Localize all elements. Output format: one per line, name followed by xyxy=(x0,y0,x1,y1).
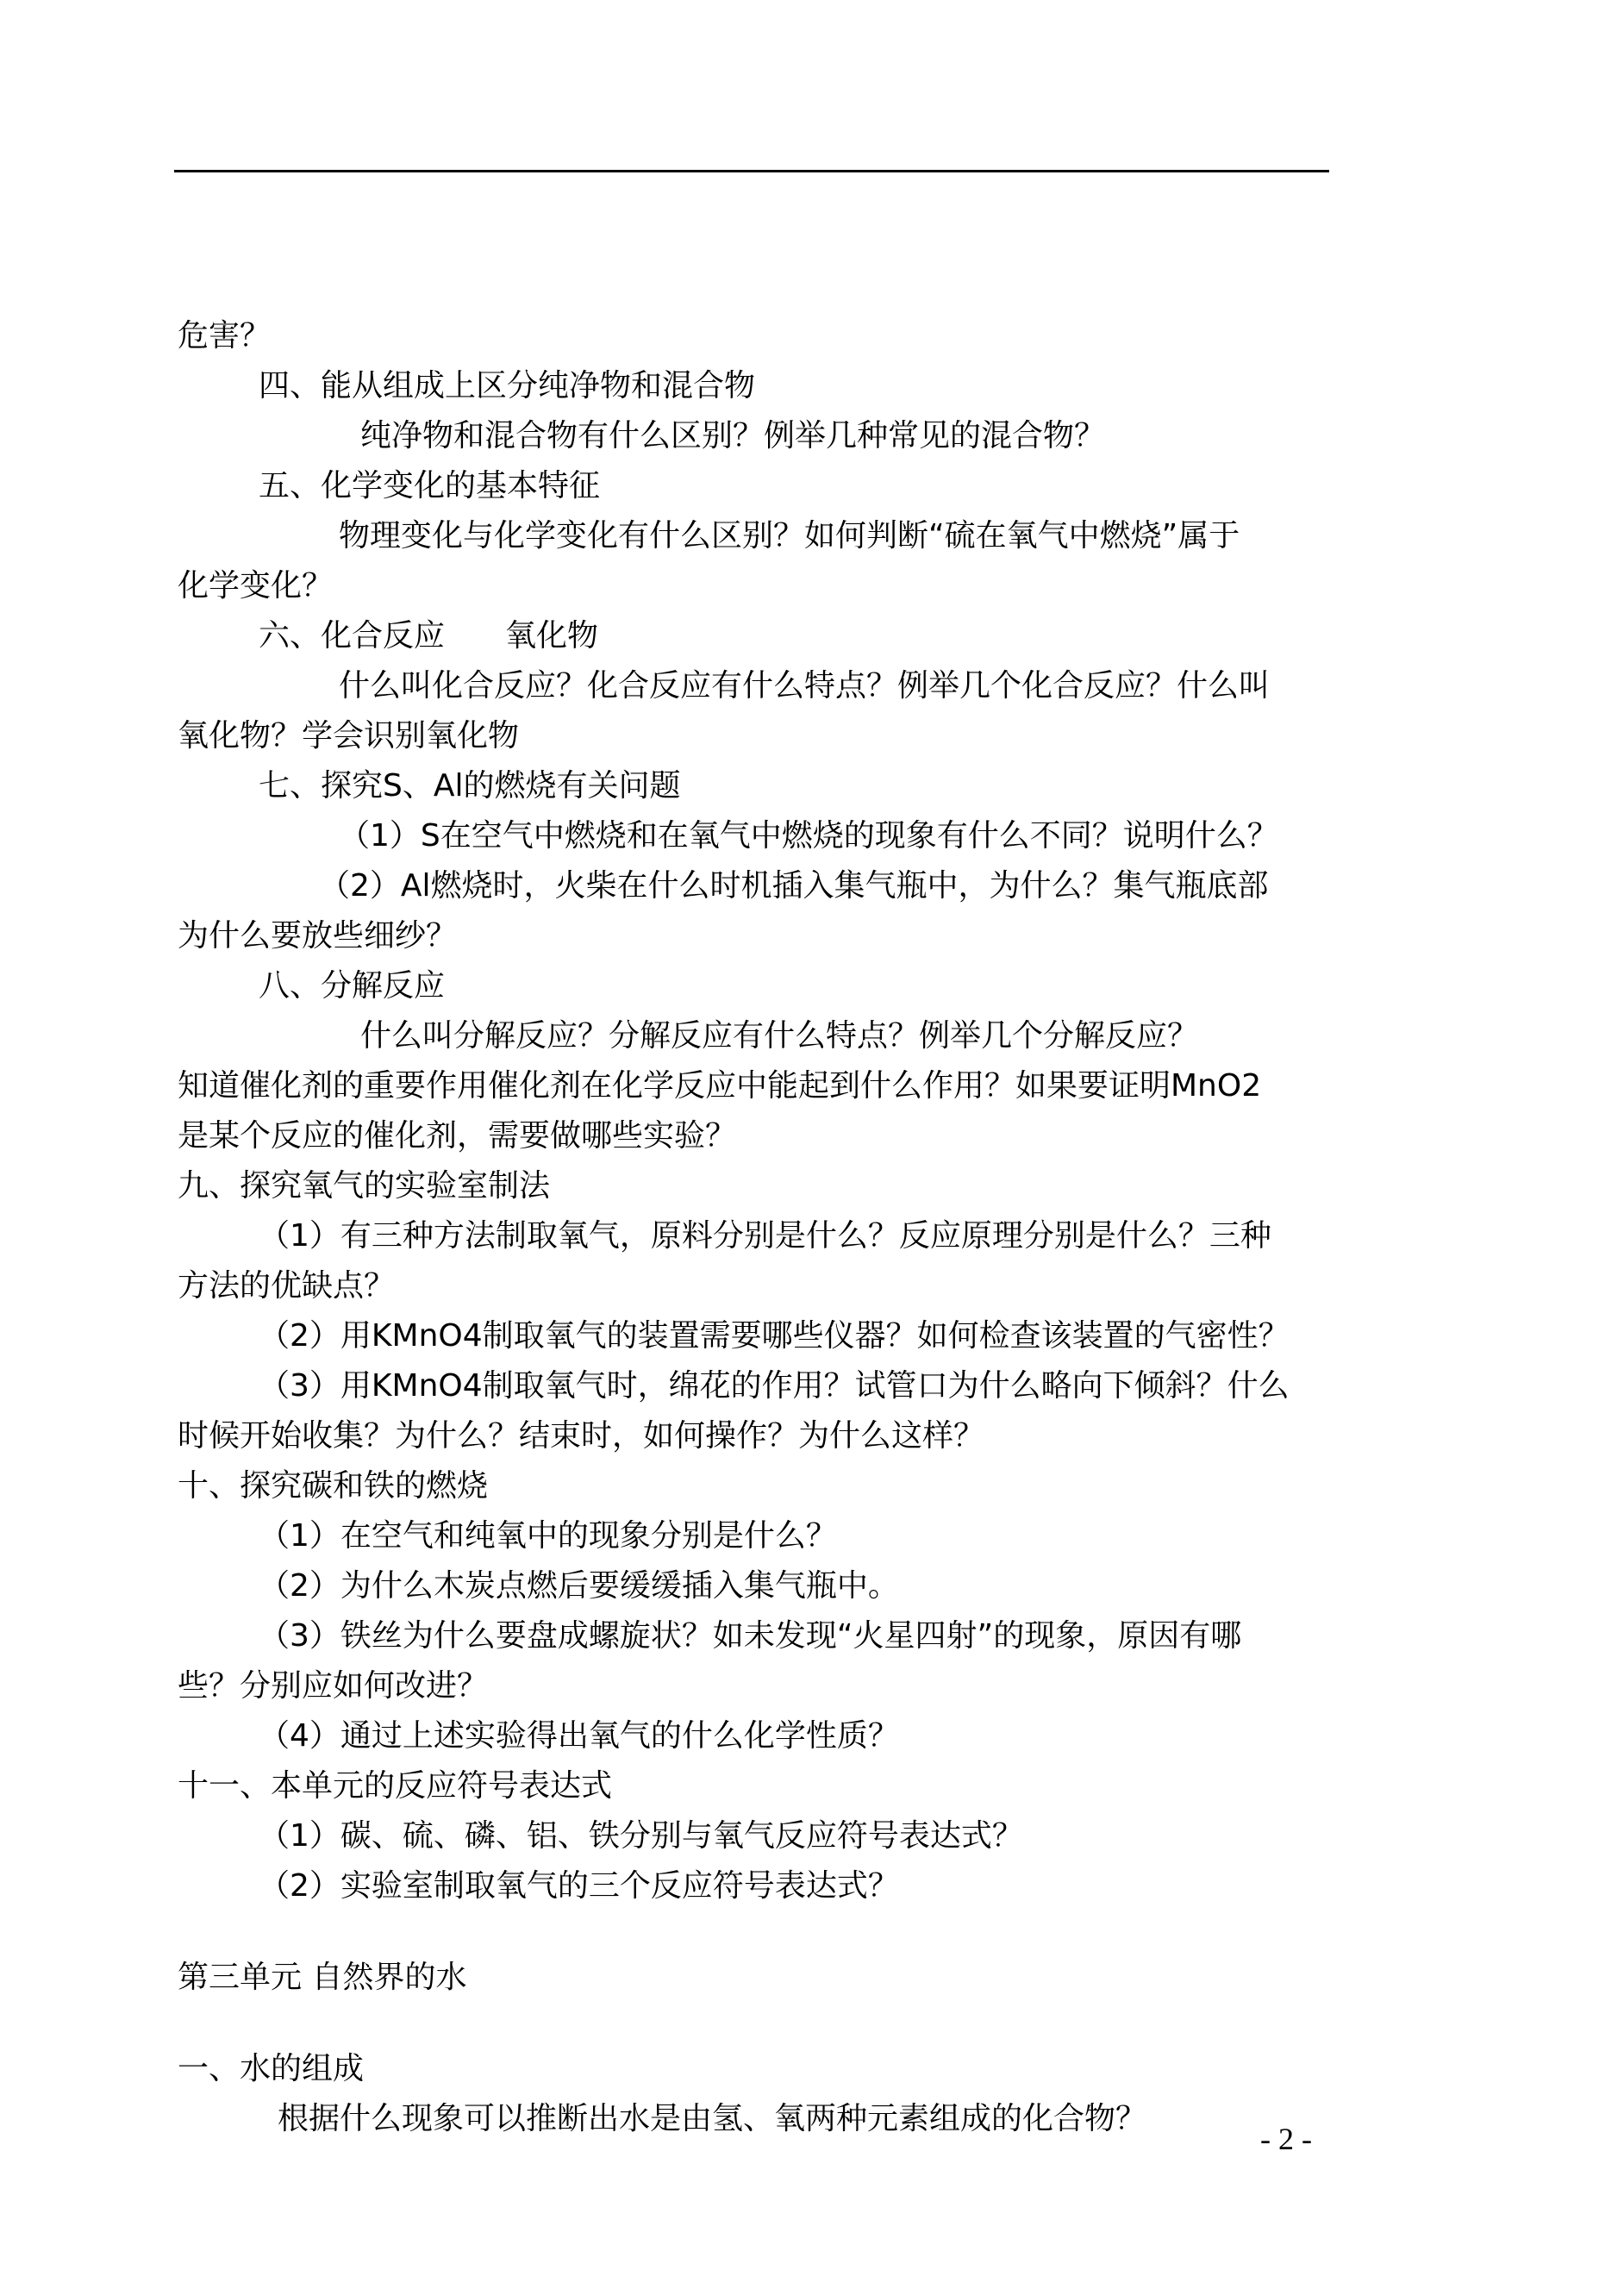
text-line: （3）用KMnO4制取氧气时，绵花的作用？试管口为什么略向下倾斜？什么 xyxy=(259,1368,1290,1404)
text-line: （2）为什么木炭点燃后要缓缓插入集气瓶中。 xyxy=(259,1568,899,1604)
text-line: （2）Al燃烧时，火柴在什么时机插入集气瓶中，为什么？集气瓶底部 xyxy=(319,868,1269,904)
text-line: （1）S在空气中燃烧和在氧气中燃烧的现象有什么不同？说明什么？ xyxy=(339,818,1278,854)
unit-title: 第三单元 自然界的水 xyxy=(178,1960,467,1995)
section-heading: 十、探究碳和铁的燃烧 xyxy=(178,1468,489,1504)
text-line: 纯净物和混合物有什么区别？例举几种常见的混合物？ xyxy=(360,418,1106,453)
section-heading: 九、探究氧气的实验室制法 xyxy=(178,1168,551,1204)
text-line: 危害？ xyxy=(178,318,272,353)
text-line: 根据什么现象可以推断出水是由氢、氧两种元素组成的化合物？ xyxy=(278,2101,1147,2136)
section-heading xyxy=(259,614,598,659)
text-line: 什么叫分解反应？分解反应有什么特点？例举几个分解反应？ xyxy=(360,1018,1199,1054)
text-line: 方法的优缺点？ xyxy=(178,1268,396,1304)
text-line: 知道催化剂的重要作用催化剂在化学反应中能起到什么作用？如果要证明MnO2 xyxy=(178,1068,1262,1104)
text-line: 什么叫化合反应？化合反应有什么特点？例举几个化合反应？什么叫 xyxy=(339,668,1271,704)
text-line: （4）通过上述实验得出氧气的什么化学性质？ xyxy=(259,1718,899,1754)
section-heading: 七、探究S、Al的燃烧有关问题 xyxy=(259,768,681,804)
text-line: 为什么要放些细纱？ xyxy=(178,918,458,954)
section-heading: 五、化学变化的基本特征 xyxy=(259,468,601,503)
header-rule xyxy=(174,170,1329,172)
text-line: 些？分别应如何改进？ xyxy=(178,1668,489,1704)
text-line: （1）碳、硫、磷、铝、铁分别与氧气反应符号表达式？ xyxy=(259,1818,1023,1854)
text-line: （2）实验室制取氧气的三个反应符号表达式？ xyxy=(259,1868,899,1904)
section-heading: 四、能从组成上区分纯净物和混合物 xyxy=(259,368,756,403)
text-line: 时候开始收集？为什么？结束时，如何操作？为什么这样？ xyxy=(178,1418,985,1454)
text-line: 物理变化与化学变化有什么区别？如何判断“硫在氧气中燃烧”属于 xyxy=(339,518,1240,553)
text-line: （1）有三种方法制取氧气，原料分别是什么？反应原理分别是什么？三种 xyxy=(259,1218,1271,1254)
section-heading: 八、分解反应 xyxy=(259,968,446,1004)
text-line: 氧化物？学会识别氧化物 xyxy=(178,718,520,754)
text-line: （1）在空气和纯氧中的现象分别是什么？ xyxy=(259,1518,837,1554)
text-line: 是某个反应的催化剂，需要做哪些实验？ xyxy=(178,1118,737,1154)
text-line: （3）铁丝为什么要盘成螺旋状？如未发现“火星四射”的现象，原因有哪 xyxy=(259,1618,1242,1654)
text-line: （2）用KMnO4制取氧气的装置需要哪些仪器？如何检查该装置的气密性？ xyxy=(259,1318,1290,1354)
page-number: - 2 - xyxy=(1260,2122,1312,2156)
section-heading: 一、水的组成 xyxy=(178,2051,365,2086)
section-heading: 十一、本单元的反应符号表达式 xyxy=(178,1768,613,1804)
text-line: 化学变化？ xyxy=(178,568,334,603)
heading-part: 六、化合反应 xyxy=(259,618,446,653)
heading-part: 氧化物 xyxy=(505,618,599,653)
